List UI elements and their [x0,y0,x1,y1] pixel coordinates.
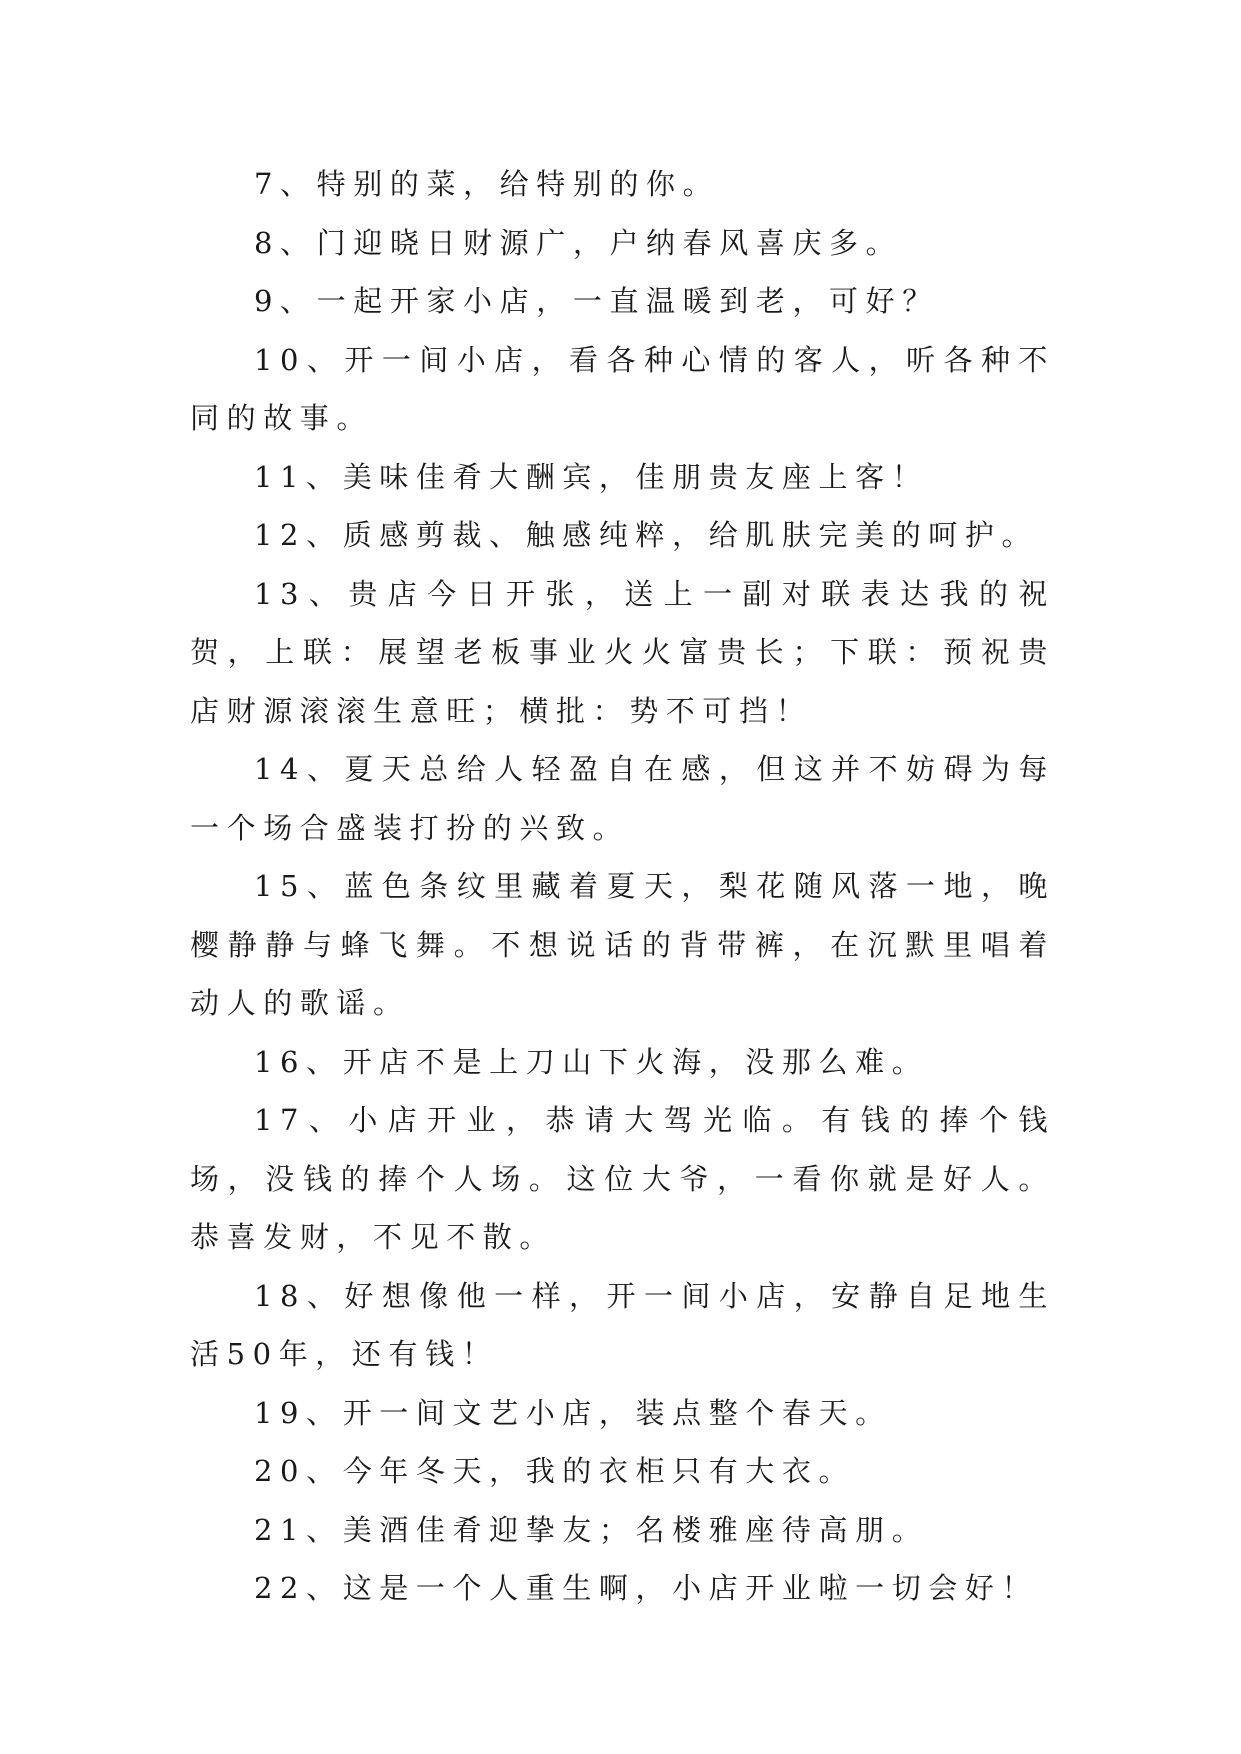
paragraph-16: 16、开店不是上刀山下火海，没那么难。 [254,1044,929,1079]
paragraph-7: 7、特别的菜，给特别的你。 [254,167,720,201]
paragraph-9: 9、一起开家小店，一直温暖到老，可好？ [254,284,939,318]
paragraph-18: 18、好想像他一样，开一间小店，安静自足地生活50年，还有钱！ [190,1278,1055,1371]
paragraph-12: 12、质感剪裁、触感纯粹，给肌肤完美的呵护。 [254,518,1039,552]
paragraph-13: 13、贵店今日开张，送上一副对联表达我的祝贺，上联：展望老板事业火火富贵长；下联：预祝贵店财源滚滚生意旺；横批：势不可挡！ [190,576,1055,728]
paragraph-17: 17、小店开业，恭请大驾光临。有钱的捧个钱场，没钱的捧个人场。这位大爷，一看你就是好人。恭喜发财，不见不散。 [190,1103,1055,1254]
paragraph-22: 22、这是一个人重生啊，小店开业啦一切会好！ [254,1571,1039,1605]
document-body [190,155,1055,1618]
paragraph-15: 15、蓝色条纹里藏着夏天，梨花随风落一地，晚樱静静与蜂飞舞。不想说话的背带裤，在沉默里唱着动人的歌谣。 [190,869,1055,1020]
paragraph-19: 19、开一间文艺小店，装点整个春天。 [254,1395,892,1430]
paragraph-11: 11、美味佳肴大酬宾，佳朋贵友座上客！ [254,459,929,494]
paragraph-21: 21、美酒佳肴迎挚友；名楼雅座待高朋。 [254,1512,929,1547]
paragraph-10: 10、开一间小店，看各种心情的客人，听各种不同的故事。 [190,342,1055,435]
paragraph-20: 20、今年冬天，我的衣柜只有大衣。 [254,1454,856,1488]
paragraph-14: 14、夏天总给人轻盈自在感，但这并不妨碍为每一个场合盛装打扮的兴致。 [190,752,1055,845]
paragraph-8: 8、门迎晓日财源广，户纳春风喜庆多。 [254,225,903,260]
